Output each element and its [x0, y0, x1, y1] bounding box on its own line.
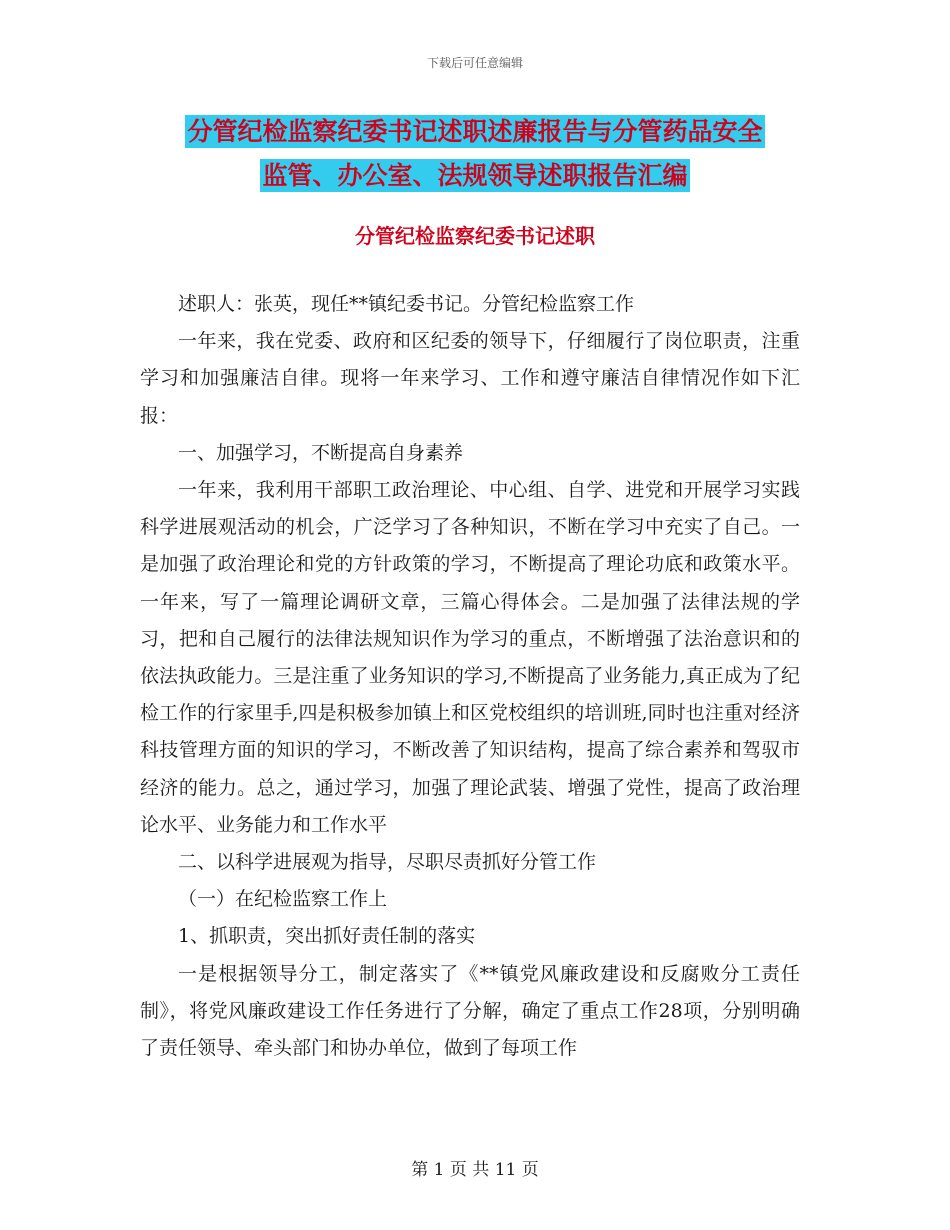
paragraph: 1、抓职责，突出抓好责任制的落实: [178, 925, 476, 948]
document-body: [140, 286, 800, 1067]
paragraph: 一年来，我在党委、政府和区纪委的领导下，仔细履行了岗位职责，注重学习和加强廉洁自律。现将一年来学习、工作和遵守廉洁自律情况作如下汇报：: [140, 330, 800, 427]
page-header-note: 下载后可任意编辑: [426, 56, 523, 70]
document-title-line-2: 监管、办公室、法规领导述职报告汇编: [262, 161, 688, 190]
page-number: 第 1 页 共 11 页: [411, 1160, 539, 1180]
paragraph: 述职人：张英，现任**镇纪委书记。分管纪检监察工作: [178, 293, 635, 315]
paragraph: 二、以科学进展观为指导，尽职尽责抓好分管工作: [178, 851, 597, 874]
paragraph: 一年来，我利用干部职工政治理论、中心组、自学、进党和开展学习实践科学进展观活动的机会，广泛学习了各种知识，不断在学习中充实了自己。一是加强了政治理论和党的方针政策的学习，不断提高了理论功底和政策水平。一年来，写了一篇理论调研文章，三篇心得体会。二是加强了法律法规的学习，把和自己履行的法律法规知识作为学习的重点，不断增强了法治意识和的依法执政能力。三是注重了业务知识的学习,不断提高了业务能力,真正成为了纪检工作的行家里手,四是积极参加镇上和区党校组织的培训班,同时也注重对经济科技管理方面的知识的学习，不断改善了知识结构，提高了综合素养和驾驭市经济的能力。总之，通过学习，加强了理论武装、增强了党性，提高了政治理论水平、业务能力和工作水平: [140, 479, 800, 836]
paragraph: （一）在纪检监察工作上: [178, 888, 388, 911]
document-title-line-1: 分管纪检监察纪委书记述职述廉报告与分管药品安全: [187, 117, 763, 146]
section-title: 分管纪检监察纪委书记述职: [355, 224, 595, 248]
document-title: [140, 110, 810, 198]
paragraph: 一是根据领导分工，制定落实了《**镇党风廉政建设和反腐败分工责任制》，将党风廉政建设工作任务进行了分解，确定了重点工作28项，分别明确了责任领导、牵头部门和协办单位，做到了每项工作: [140, 962, 800, 1060]
paragraph: 一、加强学习，不断提高自身素养: [178, 441, 464, 464]
